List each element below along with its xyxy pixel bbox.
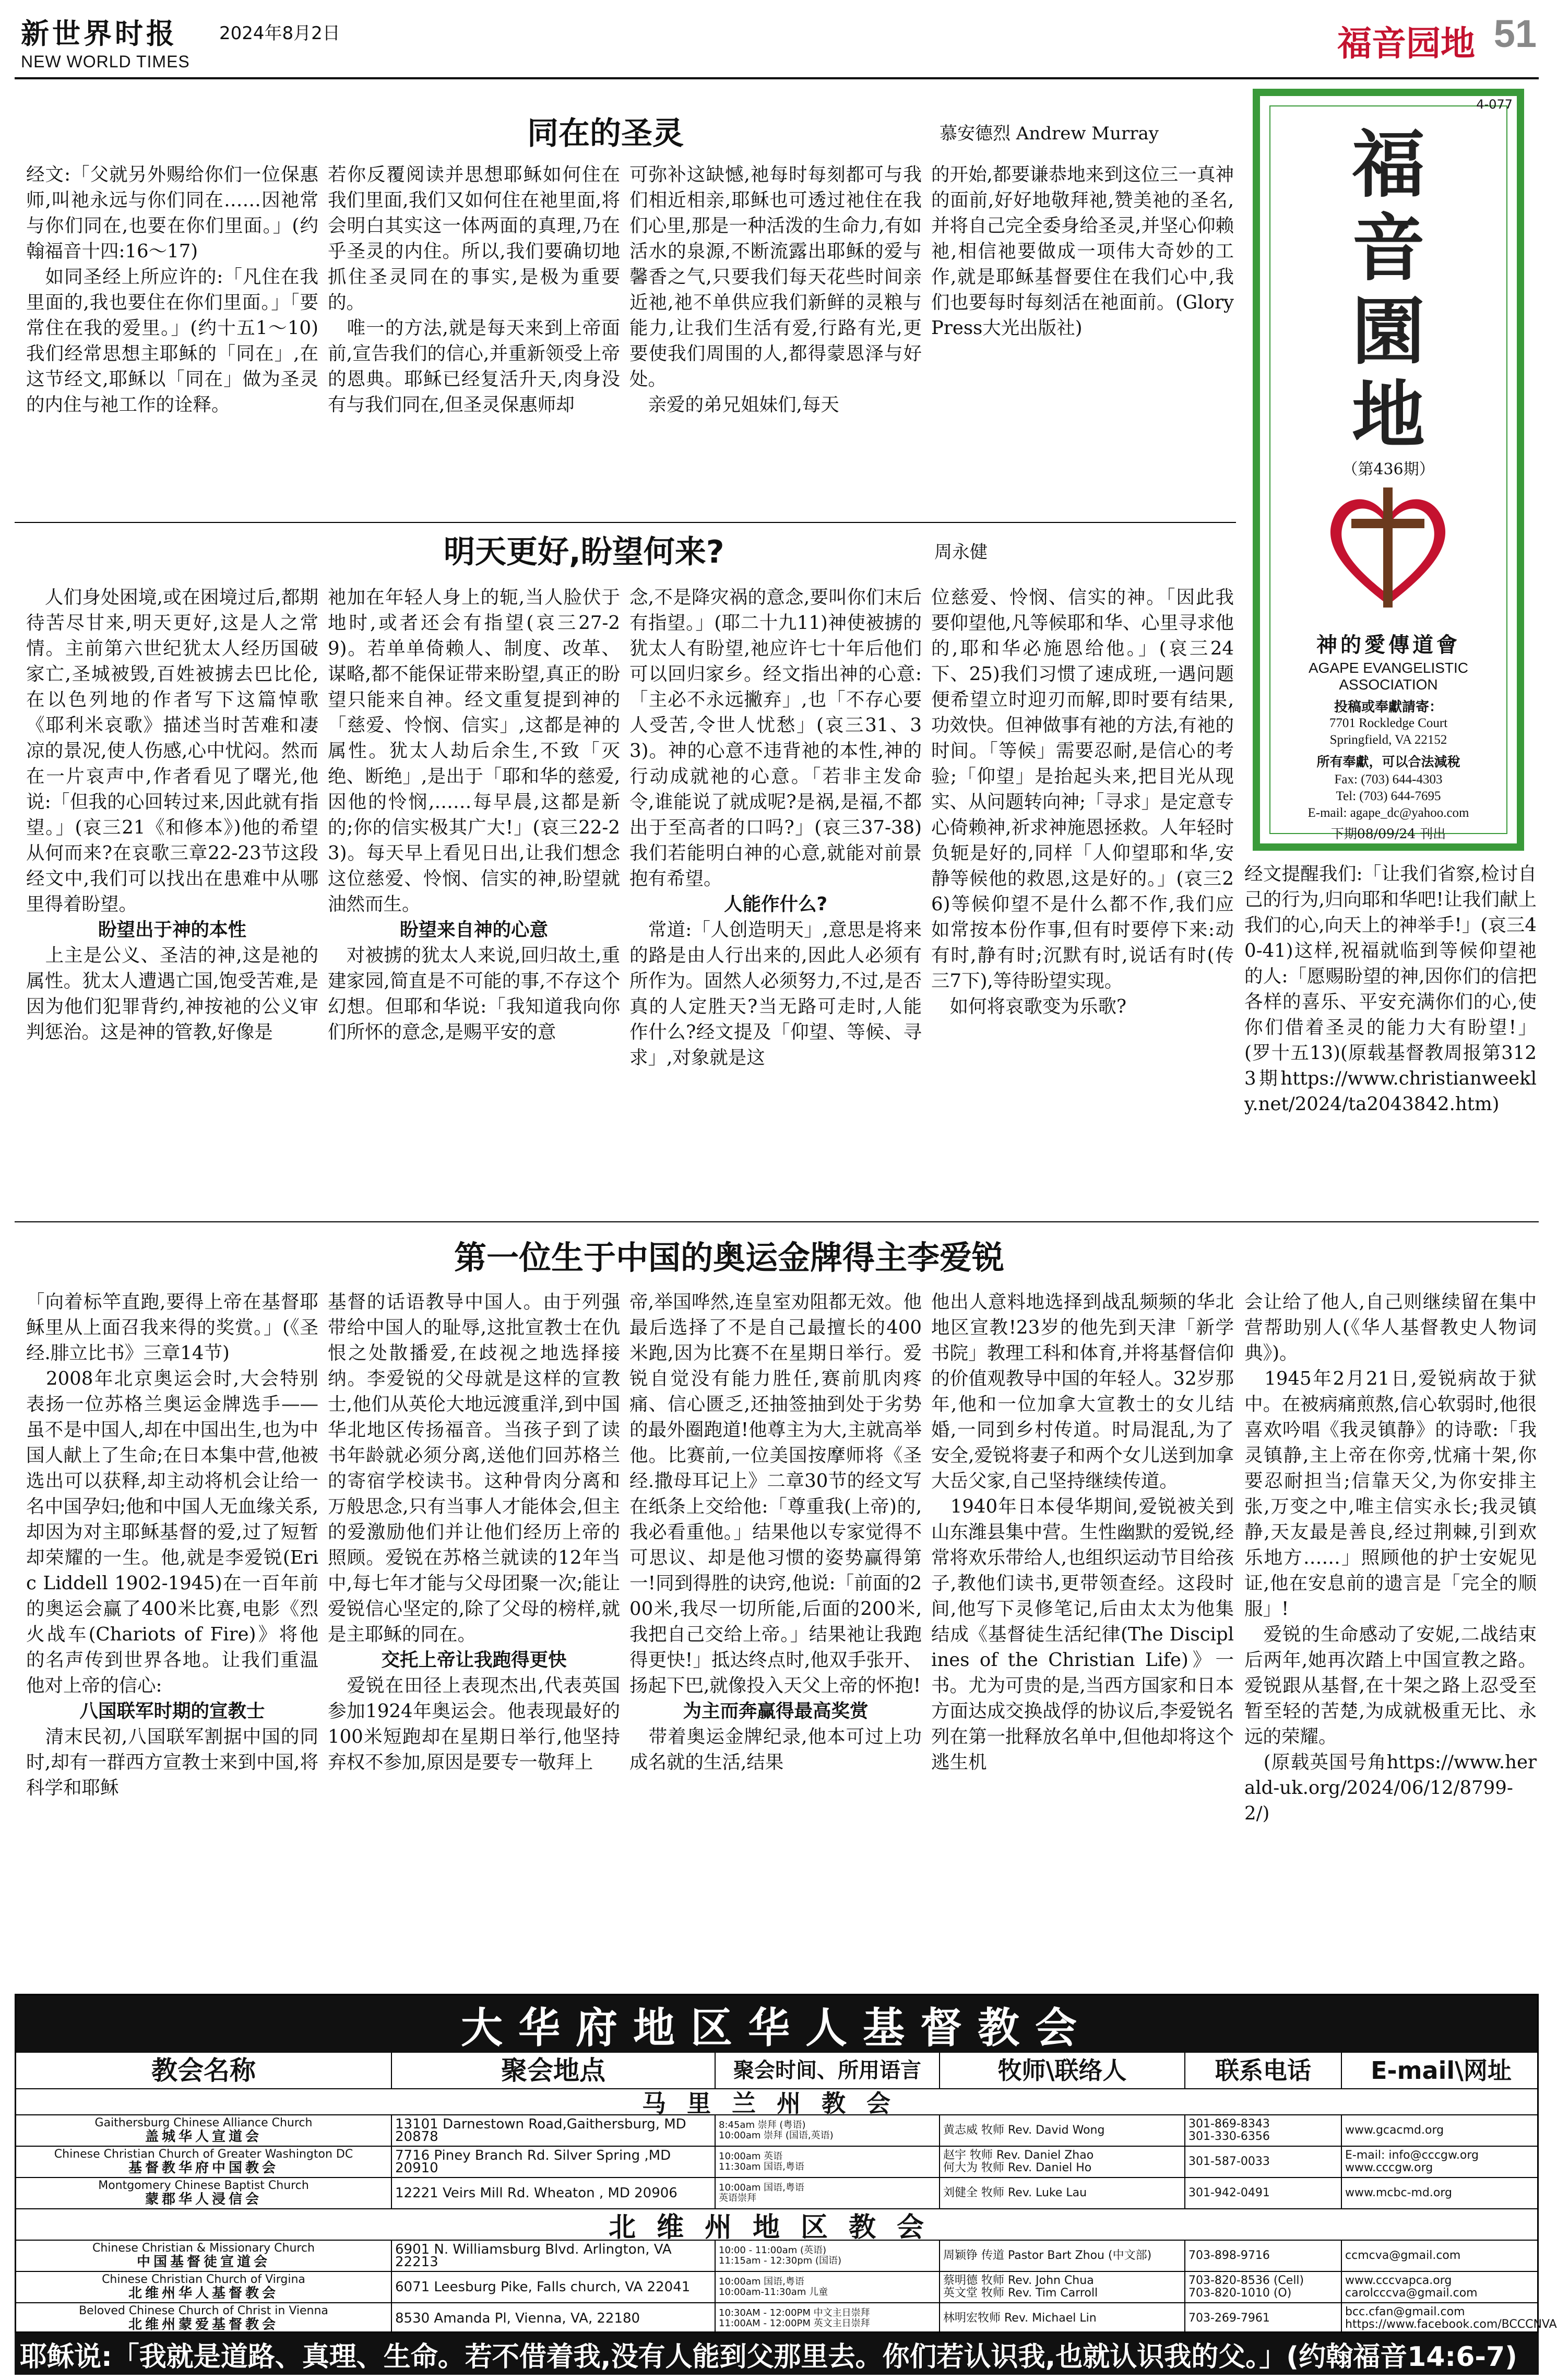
- meeting-time-cell: 10:00 - 11:00am (英语) 11:15am - 12:30pm (国语): [716, 2241, 940, 2271]
- sidebar-tel: Tel: (703) 644-7695: [1336, 789, 1441, 803]
- church-name-en: Chinese Christian Church of Virgina: [102, 2273, 305, 2286]
- article1-col4: [931, 162, 1240, 517]
- sidebar-org-cn: 神的愛傳道會: [1316, 633, 1460, 657]
- article2-subheading: 人能作什么?: [723, 894, 828, 915]
- article2-text: 对被掳的犹太人来说,回归故土,重建家园,简直是不可能的事,不存这个幻想。但耶和华说:「我知道我向你们所怀的意念,是赐平安的意: [328, 945, 620, 1043]
- article3-text: 清末民初,八国联军割据中国的同时,却有一群西方宣教士来到中国,将科学和耶稣: [26, 1726, 318, 1799]
- email-website-cell[interactable]: www.mcbc-md.org: [1345, 2186, 1452, 2199]
- article1-text: 若你反覆阅读并思想耶稣如何住在我们里面,我们又如何住在祂里面,将会明白其实这一体两面的真理,乃在乎圣灵的内住。所以,我们要确切地抓住圣灵同在的事实,是极为重要的。 唯一的方法,就是每天来到上帝面前,宣告我们的信心,并重新领受上帝的恩典。耶稣已经复活升天,肉身没有与我们同在,但圣灵保惠师却: [328, 164, 620, 415]
- article2-col5: [1244, 861, 1537, 1216]
- table-row: [16, 2303, 1557, 2335]
- phone-cell: 703-820-8536 (Cell) 703-820-1010 (O): [1185, 2272, 1342, 2302]
- article1-text: 经文:「父就另外赐给你们一位保惠师,叫祂永远与你们同在……因祂常与你们同在,也要在你们里面。」(约翰福音十四:16～17) 如同圣经上所应许的:「凡住在我里面的,我也要住在你们里面。」「要常住在我的爱里。」(约十五1～10)我们经常思想主耶稣的「同在」,在这节经文,耶稣以「同在」做为圣灵的内住与祂工作的诠释。: [26, 164, 318, 415]
- church-directory-table: [15, 1994, 1557, 2333]
- column-header: 聚会时间、所用语言: [716, 2053, 940, 2088]
- sidebar-next-issue: 下期08/09/24 刊出: [1330, 826, 1446, 841]
- meeting-address-cell: 6071 Leesburg Pike, Falls church, VA 22041: [392, 2272, 716, 2302]
- column-header: 联系电话: [1185, 2053, 1342, 2088]
- sidebar-title-char: 園: [1351, 289, 1425, 375]
- article1-text: 的开始,都要谦恭地来到这位三一真神的面前,好好地敬拜祂,赞美祂的圣名,并将自己完全委身给圣灵,并坚心仰赖祂,相信祂要做成一项伟大奇妙的工作,就是耶稣基督要住在我们心中,我们也要每时每刻活在祂面前。(Glory Press大光出版社): [931, 164, 1240, 339]
- church-name-cn: 北维州蒙爱基督教会: [128, 2317, 279, 2333]
- article3-text: 爱锐在田径上表现杰出,代表英国参加1924年奥运会。他表现最好的100米短跑却在星期日举行,他坚持弃权不参加,原因是要专一敬拜上: [328, 1675, 620, 1773]
- sidebar-contact-label: 投稿或奉獻請寄：: [1334, 699, 1443, 715]
- church-name-cell: [16, 2272, 392, 2302]
- article2-byline: 周永健: [934, 542, 988, 563]
- masthead-date: 2024年8月2日: [219, 23, 340, 44]
- sidebar-org-en-1: AGAPE EVANGELISTIC: [1308, 660, 1469, 676]
- footer-verse-banner: 耶稣说:「我就是道路、真理、生命。若不借着我,没有人能到父那里去。你们若认识我,也就认识我的父。」(约翰福音14:6-7): [15, 2333, 1539, 2375]
- sidebar-title-char: 地: [1351, 373, 1425, 458]
- article3-text: 帝,举国哗然,连皇室劝阻都无效。他最后选择了不是自己最擅长的400米跑,因为比赛不在星期日举行。爱锐自觉没有能力胜任,赛前肌肉疼痛、信心匮乏,还抽签抽到处于劣势的最外圈跑道!他尊主为大,主就高举他。比赛前,一位美国按摩师将《圣经.撒母耳记上》二章30节的经文写在纸条上交给他:「尊重我(上帝)的,我必看重他。」结果他以专家觉得不可思议、却是他习惯的姿势赢得第一!同到得胜的诀窍,他说:「前面的200米,我尽一切所能,后面的200米,我把自己交给上帝。」结果祂让我跑得更快!」抵达终点时,他双手张开、扬起下巴,就像投入天父上帝的怀抱!: [629, 1291, 922, 1696]
- column-header: 教会名称: [16, 2053, 392, 2088]
- phone-cell: 301-587-0033: [1185, 2147, 1342, 2177]
- article1-text: 可弥补这缺憾,祂每时每刻都可与我们相近相亲,耶稣也可透过祂住在我们心里,那是一种活泼的生命力,有如活水的泉源,不断流露出耶稣的爱与馨香之气,只要我们每天花些时间亲近祂,祂不单供应我们新鲜的灵粮与能力,让我们生活有爱,行路有光,更要使我们周围的人,都得蒙恩泽与好处。 亲爱的弟兄姐妹们,每天: [629, 164, 922, 415]
- article2-subheading: 盼望出于神的本性: [98, 919, 246, 941]
- church-name-cell: [16, 2178, 392, 2208]
- article1-col2: [328, 162, 620, 517]
- article3-col1: [26, 1289, 318, 1983]
- phone-cell: 301-942-0491: [1185, 2178, 1342, 2208]
- article3-title: 第一位生于中国的奥运金牌得主李爱锐: [454, 1239, 1005, 1277]
- phone-cell: 301-869-8343 301-330-6356: [1185, 2115, 1342, 2146]
- church-name-cn: 盖城华人宣道会: [145, 2129, 262, 2145]
- column-header: E-mail\网址: [1371, 2056, 1512, 2085]
- church-name-cell: [16, 2147, 392, 2177]
- meeting-address-cell: 12221 Veirs Mill Rd. Wheaton , MD 20906: [392, 2178, 716, 2208]
- meeting-address-cell: 13101 Darnestown Road,Gaithersburg, MD 20878: [392, 2115, 716, 2146]
- article3-subheading: 交托上帝让我跑得更快: [381, 1649, 567, 1671]
- pastor-cell: 黄志威 牧师 Rev. David Wong: [940, 2115, 1185, 2146]
- article2-text: 位慈爱、怜悯、信实的神。「因此我要仰望他,凡等候耶和华、心里寻求他的,耶和华必施恩给他。」(哀三24下、25)我们习惯了速成班,一遇问题便希望立时迎刃而解,即时要有结果,功效快。但神做事有祂的方法,有祂的时间。「等候」需要忍耐,是信心的考验;「仰望」是抬起头来,把目光从现实、从问题转向神;「寻求」是定意专心倚赖神,祈求神施恩拯救。人年轻时负轭是好的,同样「人仰望耶和华,安静等候他的救恩,这是好的。」(哀三26)等候仰望不是什么都不作,我们应如常按本份作事,但有时要停下来:动有时,静有时;沉默有时,说话有时(传三7下),等待盼望实现。 如何将哀歌变为乐歌?: [931, 587, 1234, 1017]
- church-name-en: Chinese Christian Church of Greater Washington DC: [54, 2148, 353, 2161]
- article2-col2: [328, 585, 620, 1216]
- sidebar-address-1: 7701 Rockledge Court: [1329, 716, 1448, 730]
- church-name-cell: [16, 2241, 392, 2271]
- sidebar-title-char: 音: [1351, 206, 1425, 291]
- article3-col3: [629, 1289, 922, 1983]
- article2-text: 常道:「人创造明天」,意思是将来的路是由人行出来的,因此人必须有所作为。固然人必须努力,不过,是否真的人定胜天?当无路可走时,人能作什么?经文提及「仰望、等候、寻求」,对象就是这: [629, 919, 922, 1068]
- divider: [15, 1221, 1539, 1222]
- church-name-cn: 基督教华府中国教会: [128, 2160, 279, 2176]
- article3-col2: [328, 1289, 620, 1983]
- pastor-cell: 赵宇 牧师 Rev. Daniel Zhao 何大为 牧师 Rev. Daniel Ho: [940, 2147, 1185, 2177]
- column-header: 聚会地点: [392, 2053, 716, 2088]
- article2-text: 经文提醒我们:「让我们省察,检讨自己的行为,归向耶和华吧!让我们献上我们的心,向天上的神举手!」(哀三40-41)这样,祝福就临到等候仰望祂的人:「愿赐盼望的神,因你们的信把各样的喜乐、平安充满你们的心,使你们借着圣灵的能力大有盼望!」(罗十五13)(原载基督教周报第3123期https://www.christianweekly.net/2024/ta2043842.htm): [1244, 863, 1537, 1115]
- table-title: 大华府地区华人基督教会: [16, 1995, 1537, 2053]
- article3-col4: [931, 1289, 1234, 1983]
- meeting-time-cell: 10:00am 国语,粤语 英语崇拜: [716, 2178, 940, 2208]
- email-website-cell[interactable]: E-mail: info@cccgw.org www.cccgw.org: [1345, 2149, 1479, 2174]
- church-name-cn: 蒙郡华人浸信会: [145, 2192, 262, 2207]
- article1-title: 同在的圣灵: [527, 115, 684, 152]
- church-name-cn: 北维州华人基督教会: [128, 2286, 279, 2301]
- email-website-cell[interactable]: ccmcva@gmail.com: [1345, 2249, 1461, 2262]
- article2-col1: [26, 585, 318, 1216]
- masthead-rule: [15, 77, 1539, 79]
- meeting-address-cell: 7716 Piney Branch Rd. Silver Spring ,MD 20910: [392, 2147, 716, 2177]
- region-header-northern-virginia: 北维州地区教会: [16, 2209, 1537, 2241]
- region-header-maryland: 马里兰州教会: [16, 2089, 1537, 2115]
- phone-cell: 703-269-7961: [1185, 2303, 1342, 2334]
- masthead-english-name: NEW WORLD TIMES: [21, 52, 190, 71]
- article2-col3: [629, 585, 922, 1216]
- divider: [15, 522, 1236, 523]
- table-row: [16, 2241, 1537, 2272]
- article3-subheading: 八国联军时期的宣教士: [79, 1700, 265, 1722]
- email-website-cell[interactable]: www.gcacmd.org: [1345, 2124, 1444, 2137]
- table-row: [16, 2147, 1537, 2178]
- sidebar-issue: （第436期）: [1342, 460, 1435, 479]
- article3-text: 会让给了他人,自己则继续留在集中营帮助别人(《华人基督教史人物词典》)。 1945年2月21日,爱锐病故于狱中。在被病痛煎熬,信心软弱时,他很喜欢吟唱《我灵镇静》的诗歌:「我灵镇静,主上帝在你旁,忧痛十架,你要忍耐担当;信靠天父,为你安排主张,万变之中,唯主信实永长;我灵镇静,天友最是善良,经过荆棘,引到欢乐地方……」照顾他的护士安妮见证,他在安息前的遗言是「完全的顺服」! 爱锐的生命感动了安妮,二战结束后两年,她再次踏上中国宣教之路。爱锐跟从基督,在十架之路上忍受至暂至轻的苦楚,为成就极重无比、永远的荣耀。 (原载英国号角https://www.herald-uk.org/2024/06/12/8799-2/): [1244, 1291, 1537, 1824]
- page-number: 51: [1493, 12, 1537, 55]
- church-name-en: Gaithersburg Chinese Alliance Church: [94, 2116, 313, 2129]
- sidebar-address-2: Springfield, VA 22152: [1329, 733, 1447, 747]
- table-header-row: [16, 2053, 1537, 2089]
- article2-col4: [931, 585, 1234, 1216]
- article2-text: 人们身处困境,或在困境过后,都期待苦尽甘来,明天更好,这是人之常情。主前第六世纪犹太人经历国破家亡,圣城被毁,百姓被掳去巴比伦,在以色列地的作者写下这篇悼歌《耶利米哀歌》描述当时苦难和凄凉的景况,使人伤感,心中忧闷。然而在一片哀声中,作者看见了曙光,他说:「但我的心回转过来,因此就有指望。」(哀三21《和修本》)他的希望从何而来?在哀歌三章22-23节这段经文中,我们可以找出在患难中从哪里得着盼望。: [26, 587, 318, 915]
- article3-text: 「向着标竿直跑,要得上帝在基督耶稣里从上面召我来得的奖赏。」(《圣经.腓立比书》三章14节) 2008年北京奥运会时,大会特别表扬一位苏格兰奥运金牌选手——虽不是中国人,却在中国出生,也为中国人献上了生命;在日本集中营,他被选出可以获释,却主动将机会让给一名中国孕妇;他和中国人无血缘关系,却因为对主耶稣基督的爱,过了短暂却荣耀的一生。他,就是李爱锐(Eric Liddell 1902-1945)在一百年前的奥运会赢了400米比赛,电影《烈火战车(Chariots of Fire)》将他的名声传到世界各地。让我们重温他对上帝的信心:: [26, 1291, 318, 1696]
- article2-text: 祂加在年轻人身上的轭,当人脸伏于地时,或者还会有指望(哀三27-29)。若单单倚赖人、制度、改革、谋略,都不能保证带来盼望,真正的盼望只能来自神。经文重复提到神的「慈爱、怜悯、信实」,这都是神的属性。犹太人劫后余生,不致「灭绝、断绝」,是出于「耶和华的慈爱,因他的怜悯,……每早晨,这都是新的;你的信实极其广大!」(哀三22-23)。每天早上看见日出,让我们想念这位慈爱、怜悯、信实的神,盼望就油然而生。: [328, 587, 620, 915]
- meeting-address-cell: 6901 N. Williamsburg Blvd. Arlington, VA 22213: [392, 2241, 716, 2271]
- table-row: [16, 2272, 1537, 2303]
- meeting-time-cell: 8:45am 崇拜 (粤语) 10:00am 崇拜 (国语,英语): [716, 2115, 940, 2146]
- meeting-time-cell: 10:00am 国语,粤语 10:00am-11:30am 儿童: [716, 2272, 940, 2302]
- church-name-cell: [16, 2115, 392, 2146]
- pastor-cell: 周颖铮 传道 Pastor Bart Zhou (中文部): [940, 2241, 1185, 2271]
- sidebar-box: [1253, 89, 1524, 851]
- meeting-time-cell: 10:00am 英语 11:30am 国语,粤语: [716, 2147, 940, 2177]
- email-website-cell[interactable]: bcc.cfan@gmail.com https://www.facebook.com/BCCCNVA: [1345, 2305, 1557, 2331]
- sidebar-code: 4-077: [1476, 97, 1513, 112]
- article2-text: 上主是公义、圣洁的神,这是祂的属性。犹太人遭遇亡国,饱受苦难,是因为他们犯罪背约,神按祂的公义审判惩治。这是神的管教,好像是: [26, 945, 318, 1043]
- article2-subheading: 盼望来自神的心意: [399, 919, 548, 941]
- article3-subheading: 为主而奔赢得最高奖赏: [683, 1700, 869, 1722]
- church-name-en: Beloved Chinese Church of Christ in Vienna: [79, 2304, 328, 2317]
- article1-col1: [26, 162, 318, 517]
- church-name-cell: [16, 2303, 392, 2334]
- table-row: [16, 2115, 1537, 2147]
- church-name-en: Montgomery Chinese Baptist Church: [98, 2179, 309, 2192]
- article3-col5: [1244, 1289, 1537, 1983]
- article3-text: 带着奥运金牌纪录,他本可过上功成名就的生活,结果: [629, 1726, 922, 1773]
- section-name: 福音园地: [1337, 23, 1475, 64]
- pastor-cell: 刘健全 牧师 Rev. Luke Lau: [940, 2178, 1185, 2208]
- sidebar-title-char: 福: [1351, 122, 1425, 208]
- email-website-cell[interactable]: www.cccvapca.org carolcccva@gmail.com: [1345, 2274, 1478, 2300]
- heart-cross-logo-icon: [1323, 482, 1453, 613]
- column-header: 牧师\联络人: [940, 2053, 1185, 2088]
- article3-text: 他出人意料地选择到战乱频频的华北地区宣教!23岁的他先到天津「新学书院」教理工科和体育,并将基督信仰的价值观教导中国的年轻人。32岁那年,他和一位加拿大宣教士的女儿结婚,一同到乡村传道。时局混乱,为了安全,爱锐将妻子和两个女儿送到加拿大岳父家,自己坚持继续传道。 1940年日本侵华期间,爱锐被关到山东潍县集中营。生性幽默的爱锐,经常将欢乐带给人,也组织运动节目给孩子,教他们读书,更带领查经。这段时间,他写下灵修笔记,后由太太为他集结成《基督徒生活纪律(The Disciplines of the Christian Life)》一书。尤为可贵的是,当西方国家和日本方面达成交换战俘的协议后,李爱锐名列在第一批释放名单中,但他却将这个逃生机: [931, 1291, 1234, 1773]
- table-row: [16, 2178, 1537, 2209]
- article2-text: 念,不是降灾祸的意念,要叫你们末后有指望。」(耶二十九11)神使被掳的犹太人有盼望,祂应许七十年后他们可以回归家乡。经文指出神的心意:「主必不永远撇弃」,也「不存心要人受苦,令世人忧愁」(哀三31、33)。神的心意不违背祂的本性,神的行动成就祂的心意。「若非主发命令,谁能说了就成呢?是祸,是福,不都出于至高者的口吗?」(哀三37-38)我们若能明白神的心意,就能对前景抱有希望。: [629, 587, 922, 889]
- article2-title: 明天更好,盼望何来?: [444, 534, 724, 570]
- sidebar-email[interactable]: E-mail: agape_dc@yahoo.com: [1308, 806, 1469, 820]
- sidebar-org-en-2: ASSOCIATION: [1339, 676, 1438, 693]
- article1-col3: [629, 162, 922, 517]
- meeting-address-cell: 8530 Amanda Pl, Vienna, VA, 22180: [392, 2303, 716, 2334]
- church-name-en: Chinese Christian & Missionary Church: [92, 2242, 315, 2255]
- masthead-name: 新世界时报: [21, 17, 177, 50]
- sidebar-fax: Fax: (703) 644-4303: [1334, 772, 1443, 787]
- article3-text: 基督的话语教导中国人。由于列强带给中国人的耻辱,这批宣教士在仇恨之处散播爱,在歧视之地选择接纳。李爱锐的父母就是这样的宣教士,他们从英伦大地远渡重洋,到中国华北地区传扬福音。当孩子到了读书年龄就必须分离,送他们回苏格兰的寄宿学校读书。这种骨肉分离和万般思念,只有当事人才能体会,但主的爱激励他们并让他们经历上帝的照顾。爱锐在苏格兰就读的12年当中,每七年才能与父母团聚一次;能让爱锐信心坚定的,除了父母的榜样,就是主耶稣的同在。: [328, 1291, 620, 1645]
- meeting-time-cell: 10:30AM - 12:00PM 中文主日崇拜 11:00AM - 12:00PM 英文主日崇拜: [716, 2303, 940, 2334]
- article1-byline: 慕安德烈 Andrew Murray: [940, 123, 1159, 144]
- phone-cell: 703-898-9716: [1185, 2241, 1342, 2271]
- church-name-cn: 中国基督徒宣道会: [136, 2254, 270, 2270]
- pastor-cell: 林明宏牧师 Rev. Michael Lin: [940, 2303, 1185, 2334]
- pastor-cell: 蔡明德 牧师 Rev. John Chua 英文堂 牧师 Rev. Tim Carroll: [940, 2272, 1185, 2302]
- sidebar-donation-note: 所有奉獻，可以合法減稅: [1316, 754, 1460, 769]
